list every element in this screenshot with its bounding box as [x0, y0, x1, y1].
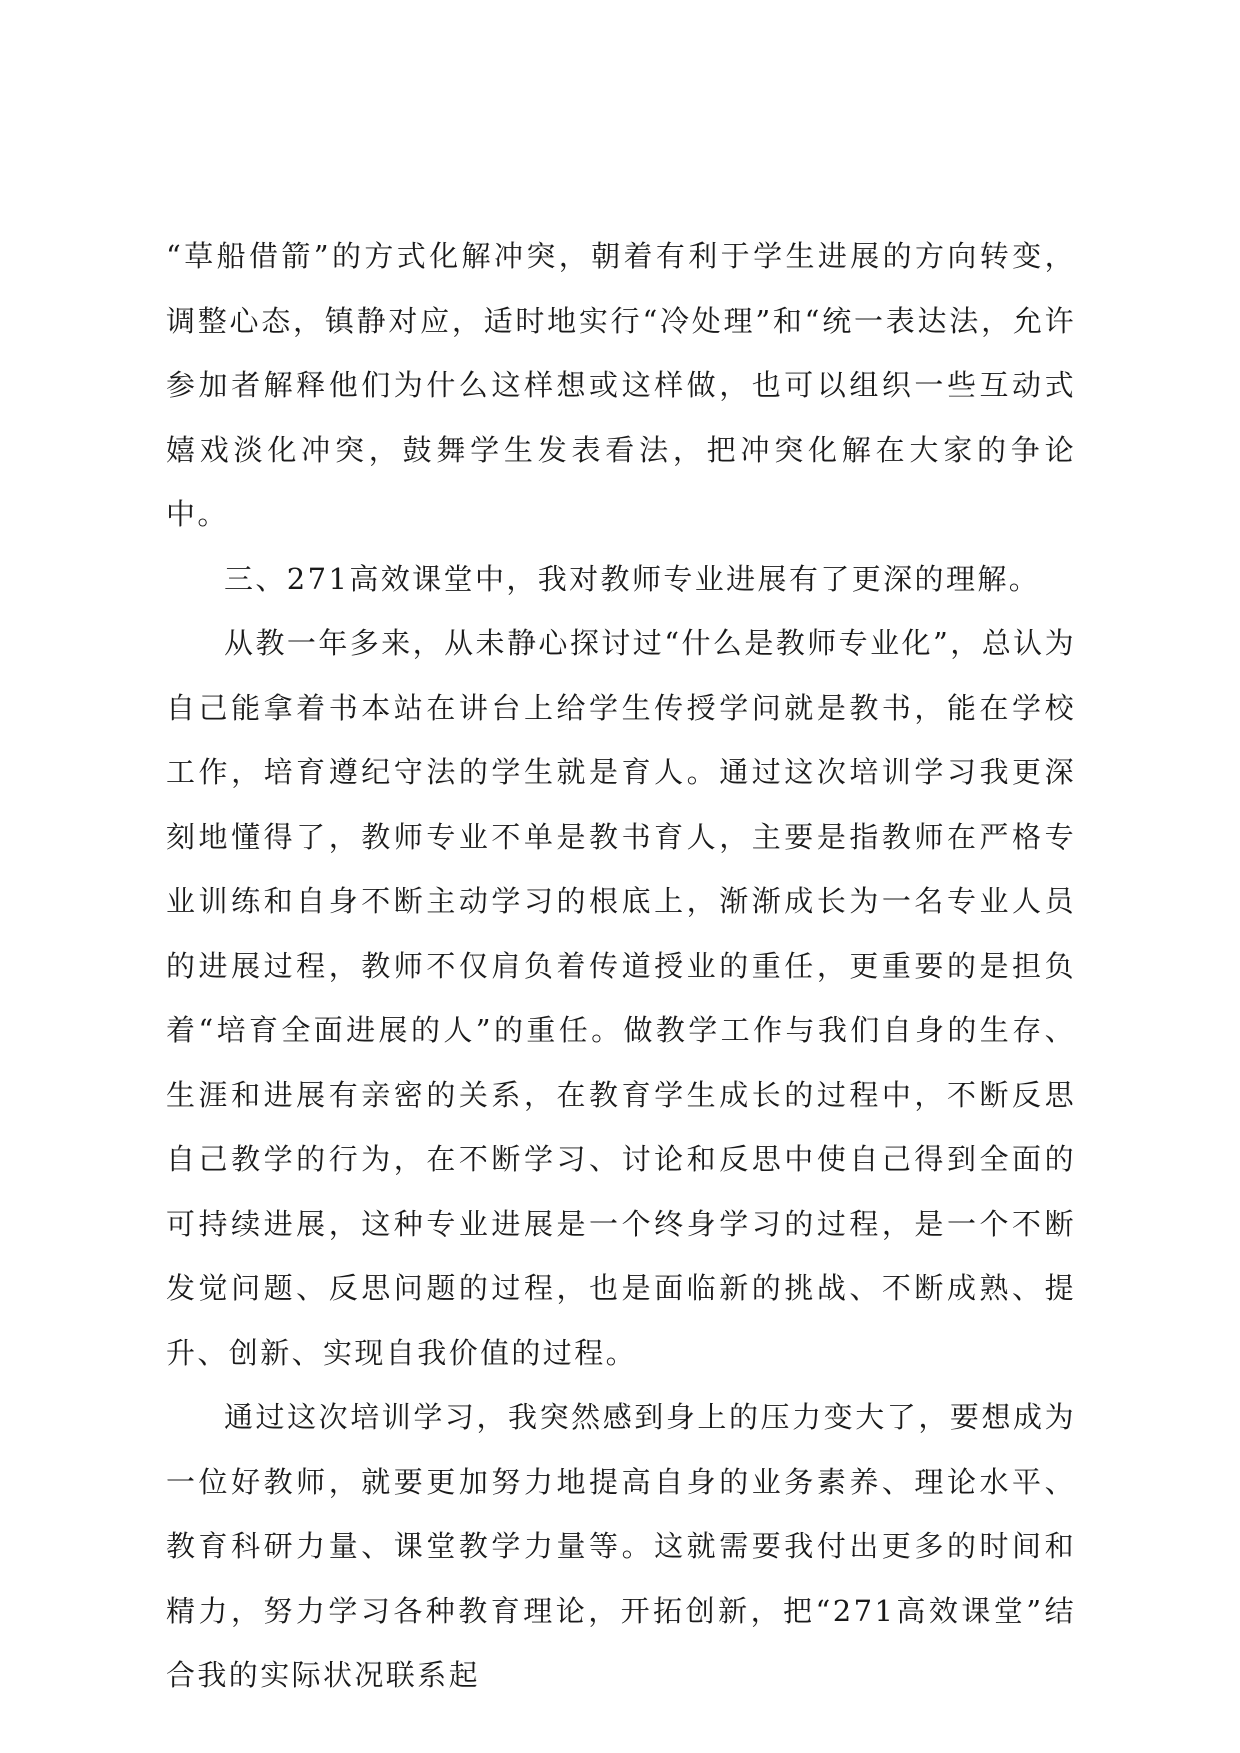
section-heading: 三、271高效课堂中，我对教师专业进展有了更深的理解。 [224, 561, 1041, 596]
paragraph-training-reflection: 通过这次培训学习，我突然感到身上的压力变大了，要想成为一位好教师，就要更加努力地提高自身的业务素养、理论水平、教育科研力量、课堂教学力量等。这就需要我付出更多的时间和精力，努力学习各种教育理论，开拓创新，把“271高效课堂”结合我的实际状况联系起 [166, 1400, 1076, 1692]
paragraph-continuation: “草船借箭”的方式化解冲突，朝着有利于学生进展的方向转变，调整心态，镇静对应，适时地实行“冷处理”和“统一表达法，允许参加者解释他们为什么这样想或这样做，也可以组织一些互动式嬉戏淡化冲突，鼓舞学生发表看法，把冲突化解在大家的争论中。 [166, 239, 1076, 531]
paragraph-teacher-professionalism: 从教一年多来，从未静心探讨过“什么是教师专业化”，总认为自己能拿着书本站在讲台上给学生传授学问就是教书，能在学校工作，培育遵纪守法的学生就是育人。通过这次培训学习我更深刻地懂得了，教师专业不单是教书育人，主要是指教师在严格专业训练和自身不断主动学习的根底上，渐渐成长为一名专业人员的进展过程，教师不仅肩负着传道授业的重任，更重要的是担负着“培育全面进展的人”的重任。做教学工作与我们自身的生存、生涯和进展有亲密的关系，在教育学生成长的过程中，不断反思自己教学的行为，在不断学习、讨论和反思中使自己得到全面的可持续进展，这种专业进展是一个终身学习的过程，是一个不断发觉问题、反思问题的过程，也是面临新的挑战、不断成熟、提升、创新、实现自我价值的过程。 [166, 626, 1076, 1370]
document-body [166, 224, 1076, 1708]
